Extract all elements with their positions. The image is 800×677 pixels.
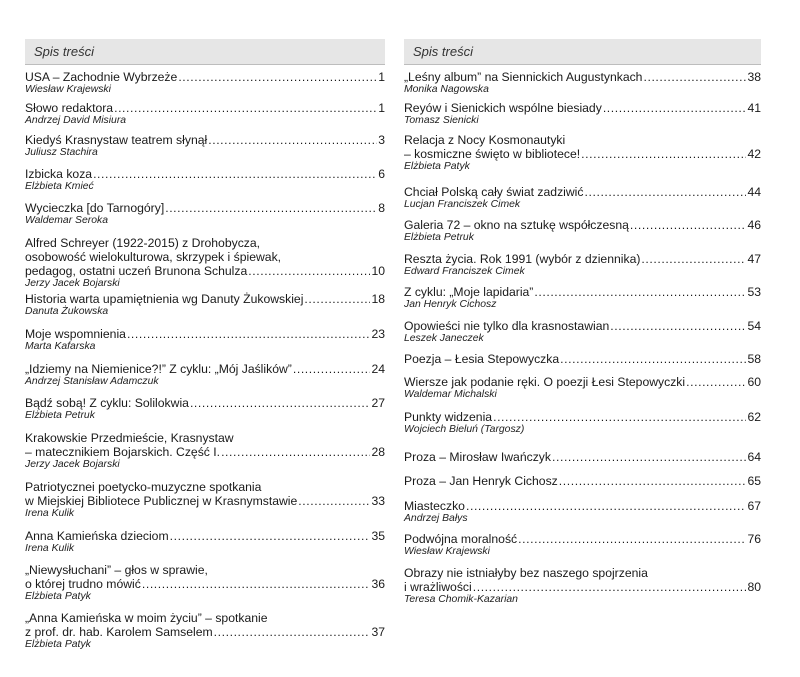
dot-leader: [190, 396, 371, 410]
page-number: 35: [371, 529, 385, 543]
dot-leader: [114, 101, 377, 115]
dot-leader: [93, 167, 377, 181]
page-number: 65: [747, 474, 761, 488]
entry-title: Alfred Schreyer (1922-2015) z Drohobycza,: [25, 236, 261, 250]
page-number: 3: [378, 133, 385, 147]
entry-author: Waldemar Michalski: [404, 389, 497, 400]
entry-author: Tomasz Sienicki: [404, 115, 479, 126]
entry-author: Lucjan Franciszek Cimek: [404, 199, 521, 210]
toc-entry: [25, 480, 385, 520]
toc-header: Spis treści: [404, 39, 761, 65]
dot-leader: [585, 185, 747, 199]
entry-title: Miasteczko: [404, 499, 465, 513]
toc-entry: [25, 396, 385, 422]
entry-title-line: [25, 445, 385, 459]
entry-title-line: [404, 580, 761, 594]
entry-title-line: [25, 327, 385, 341]
entry-title-line: [25, 577, 385, 591]
entry-title-line: [25, 362, 385, 376]
toc-entry: [404, 218, 761, 244]
dot-leader: [178, 70, 377, 84]
page-number: 42: [747, 147, 761, 161]
toc-entry: [404, 352, 761, 366]
dot-leader: [641, 252, 746, 266]
page-number: 67: [747, 499, 761, 513]
entry-title-line: [404, 352, 761, 366]
dot-leader: [221, 445, 370, 459]
entry-title-line: [404, 101, 761, 115]
toc-entry: [404, 185, 761, 211]
dot-leader: [170, 529, 371, 543]
entry-author: Elżbieta Patyk: [404, 161, 470, 172]
dot-leader: [293, 362, 371, 376]
toc-entry: [25, 362, 385, 388]
entry-title: Z cyklu: „Moje lapidaria”: [404, 285, 534, 299]
entry-author: Irena Kulik: [25, 508, 75, 519]
toc-entry: [404, 319, 761, 345]
entry-title-line: [404, 566, 761, 580]
dot-leader: [127, 327, 371, 341]
page-number: 23: [371, 327, 385, 341]
entry-title-line: [25, 431, 385, 445]
entry-author: Elżbieta Patyk: [25, 591, 91, 602]
entry-title: Krakowskie Przedmieście, Krasnystaw: [25, 431, 234, 445]
entry-title: Wycieczka [do Tarnogóry]: [25, 201, 165, 215]
entry-title: pedagog, ostatni uczeń Brunona Schulza: [25, 264, 248, 278]
entry-title-line: [25, 396, 385, 410]
entry-title: i wrażliwości: [404, 580, 472, 594]
entry-author: Wojciech Bieluń (Targosz): [404, 424, 525, 435]
entry-title: Historia warta upamiętnienia wg Danuty Żukowskiej: [25, 292, 304, 306]
entry-title-line: [404, 185, 761, 199]
entry-author: Teresa Chomik-Kazarian: [404, 594, 518, 605]
entry-author: Wiesław Krajewski: [25, 84, 111, 95]
entry-author: Jan Henryk Cichosz: [404, 299, 497, 310]
page-number: 46: [747, 218, 761, 232]
entry-title: „Leśny album” na Siennickich Augustynkach: [404, 70, 643, 84]
toc-entry: [404, 532, 761, 558]
entry-title-line: [404, 410, 761, 424]
toc-entry: [25, 431, 385, 471]
page-number: 64: [747, 450, 761, 464]
page-number: 53: [747, 285, 761, 299]
entry-title: Reyów i Sienickich wspólne biesiady: [404, 101, 602, 115]
entry-title: Bądź sobą! Z cyklu: Solilokwia: [25, 396, 189, 410]
dot-leader: [248, 264, 370, 278]
dot-leader: [581, 147, 746, 161]
entry-title: Anna Kamieńska dzieciom: [25, 529, 169, 543]
toc-entry: [25, 563, 385, 603]
entry-author: Elżbieta Patyk: [25, 639, 91, 650]
dot-leader: [304, 292, 370, 306]
entry-title: osobowość wielokulturowa, skrzypek i śpiewak,: [25, 250, 282, 264]
toc-entry: [404, 285, 761, 311]
page-number: 36: [371, 577, 385, 591]
toc-column-left: [25, 39, 385, 650]
entry-author: Juliusz Stachira: [25, 147, 98, 158]
page-number: 1: [378, 101, 385, 115]
toc-entry: [25, 133, 385, 159]
entry-author: Leszek Janeczek: [404, 333, 484, 344]
dot-leader: [518, 532, 746, 546]
toc-entry: [25, 70, 385, 96]
entry-title-line: [404, 474, 761, 488]
entry-author: Waldemar Seroka: [25, 215, 108, 226]
toc-entry: [404, 450, 761, 464]
entry-title: Proza – Jan Henryk Cichosz: [404, 474, 558, 488]
toc-entry: [25, 327, 385, 353]
entry-title-line: [404, 70, 761, 84]
entry-title: Proza – Mirosław Iwańczyk: [404, 450, 551, 464]
entry-title: Izbicka koza: [25, 167, 93, 181]
page-number: 54: [747, 319, 761, 333]
entry-title-line: [25, 264, 385, 278]
toc-entry: [25, 611, 385, 651]
entry-title: Reszta życia. Rok 1991 (wybór z dziennika): [404, 252, 641, 266]
dot-leader: [466, 499, 746, 513]
entry-title-line: [404, 450, 761, 464]
entry-title-line: [404, 532, 761, 546]
toc-entry: [404, 499, 761, 525]
entry-title-line: [404, 147, 761, 161]
dot-leader: [630, 218, 747, 232]
entry-author: Jerzy Jacek Bojarski: [25, 459, 120, 470]
page-number: 28: [371, 445, 385, 459]
entry-title-line: [25, 494, 385, 508]
dot-leader: [686, 375, 746, 389]
entry-author: Wiesław Krajewski: [404, 546, 490, 557]
entry-title: Wiersze jak podanie ręki. O poezji Łesi Stepowyczki: [404, 375, 686, 389]
entry-title-line: [25, 625, 385, 639]
toc-entry: [404, 474, 761, 488]
page-number: 6: [378, 167, 385, 181]
entry-title: Patriotycznei poetycko-muzyczne spotkania: [25, 480, 262, 494]
toc-entry: [25, 201, 385, 227]
entry-title-line: [25, 201, 385, 215]
entry-title: – matecznikiem Bojarskich. Część I.: [25, 445, 221, 459]
dot-leader: [208, 133, 377, 147]
entry-title: Obrazy nie istniałyby bez naszego spojrzenia: [404, 566, 648, 580]
entry-title-line: [404, 285, 761, 299]
entry-title: „Niewysłuchani” – głos w sprawie,: [25, 563, 208, 577]
page-number: 76: [747, 532, 761, 546]
toc-entry: [404, 566, 761, 606]
page-number: 62: [747, 410, 761, 424]
entry-title: z prof. dr. hab. Karolem Samselem: [25, 625, 213, 639]
toc-column-right: [404, 39, 761, 605]
entry-title-line: [25, 133, 385, 147]
toc-entry: [404, 410, 761, 436]
entry-title-line: [25, 563, 385, 577]
page-number: 24: [371, 362, 385, 376]
entry-title-line: [404, 319, 761, 333]
dot-leader: [165, 201, 377, 215]
entry-author: Danuta Żukowska: [25, 306, 109, 317]
entry-title: „Anna Kamieńska w moim życiu” – spotkanie: [25, 611, 268, 625]
entry-title-line: [25, 236, 385, 250]
toc-entry: [25, 529, 385, 555]
page-number: 80: [747, 580, 761, 594]
toc-entry: [25, 236, 385, 290]
entry-title: Moje wspomnienia: [25, 327, 126, 341]
entry-author: Elżbieta Petruk: [25, 410, 95, 421]
entry-title: w Miejskiej Bibliotece Publicznej w Krasnymstawie: [25, 494, 298, 508]
page-number: 58: [747, 352, 761, 366]
entry-title: Chciał Polską cały świat zadziwić: [404, 185, 584, 199]
entry-title-line: [25, 529, 385, 543]
dot-leader: [493, 410, 746, 424]
toc-entry: [404, 70, 761, 96]
entry-title: Galeria 72 – okno na sztukę współczesną: [404, 218, 629, 232]
entry-title-line: [404, 218, 761, 232]
toc-entry: [25, 101, 385, 127]
entry-title-line: [25, 250, 385, 264]
entry-title-line: [25, 70, 385, 84]
entry-title: Poezja – Łesia Stepowyczka: [404, 352, 560, 366]
dot-leader: [643, 70, 746, 84]
entry-title: Kiedyś Krasnystaw teatrem słynął: [25, 133, 208, 147]
entry-title-line: [25, 292, 385, 306]
toc-header: Spis treści: [25, 39, 385, 65]
page-number: 47: [747, 252, 761, 266]
entry-title-line: [25, 611, 385, 625]
entry-title-line: [404, 499, 761, 513]
dot-leader: [473, 580, 747, 594]
entry-title-line: [25, 167, 385, 181]
dot-leader: [603, 101, 747, 115]
entry-author: Elżbieta Petruk: [404, 232, 474, 243]
toc-entry: [404, 133, 761, 173]
page-number: 8: [378, 201, 385, 215]
toc-entry: [404, 101, 761, 127]
entry-title: Opowieści nie tylko dla krasnostawian: [404, 319, 610, 333]
entry-title: Podwójna moralność: [404, 532, 518, 546]
toc-entry: [25, 292, 385, 318]
page-number: 1: [378, 70, 385, 84]
dot-leader: [559, 474, 747, 488]
page-number: 37: [371, 625, 385, 639]
toc-entry: [25, 167, 385, 193]
dot-leader: [142, 577, 371, 591]
entry-title-line: [25, 101, 385, 115]
entry-title: Słowo redaktora: [25, 101, 114, 115]
entry-author: Irena Kulik: [25, 543, 75, 554]
page-number: 33: [371, 494, 385, 508]
dot-leader: [214, 625, 371, 639]
page-number: 60: [747, 375, 761, 389]
dot-leader: [560, 352, 746, 366]
entry-title-line: [404, 375, 761, 389]
dot-leader: [552, 450, 746, 464]
page-number: 41: [747, 101, 761, 115]
page-number: 18: [371, 292, 385, 306]
entry-author: Elżbieta Kmieć: [25, 181, 94, 192]
entry-author: Marta Kafarska: [25, 341, 96, 352]
entry-author: Andrzej David Misiura: [25, 115, 127, 126]
entry-title: USA – Zachodnie Wybrzeże: [25, 70, 178, 84]
entry-author: Edward Franciszek Cimek: [404, 266, 525, 277]
dot-leader: [534, 285, 746, 299]
entry-title: Punkty widzenia: [404, 410, 493, 424]
entry-title: „Idziemy na Niemienice?!” Z cyklu: „Mój Jaślików”: [25, 362, 292, 376]
entry-author: Monika Nagowska: [404, 84, 489, 95]
entry-title: o której trudno mówić: [25, 577, 141, 591]
entry-author: Andrzej Bałys: [404, 513, 468, 524]
entry-title-line: [404, 252, 761, 266]
page-number: 10: [371, 264, 385, 278]
page-number: 44: [747, 185, 761, 199]
dot-leader: [298, 494, 370, 508]
page-number: 27: [371, 396, 385, 410]
entry-author: Andrzej Stanisław Adamczuk: [25, 376, 159, 387]
toc-entry: [404, 375, 761, 401]
entry-title: Relacja z Nocy Kosmonautyki: [404, 133, 566, 147]
entry-author: Jerzy Jacek Bojarski: [25, 278, 120, 289]
dot-leader: [610, 319, 746, 333]
toc-entry: [404, 252, 761, 278]
entry-title-line: [25, 480, 385, 494]
entry-title-line: [404, 133, 761, 147]
page-number: 38: [747, 70, 761, 84]
entry-title: – kosmiczne święto w bibliotece!: [404, 147, 581, 161]
